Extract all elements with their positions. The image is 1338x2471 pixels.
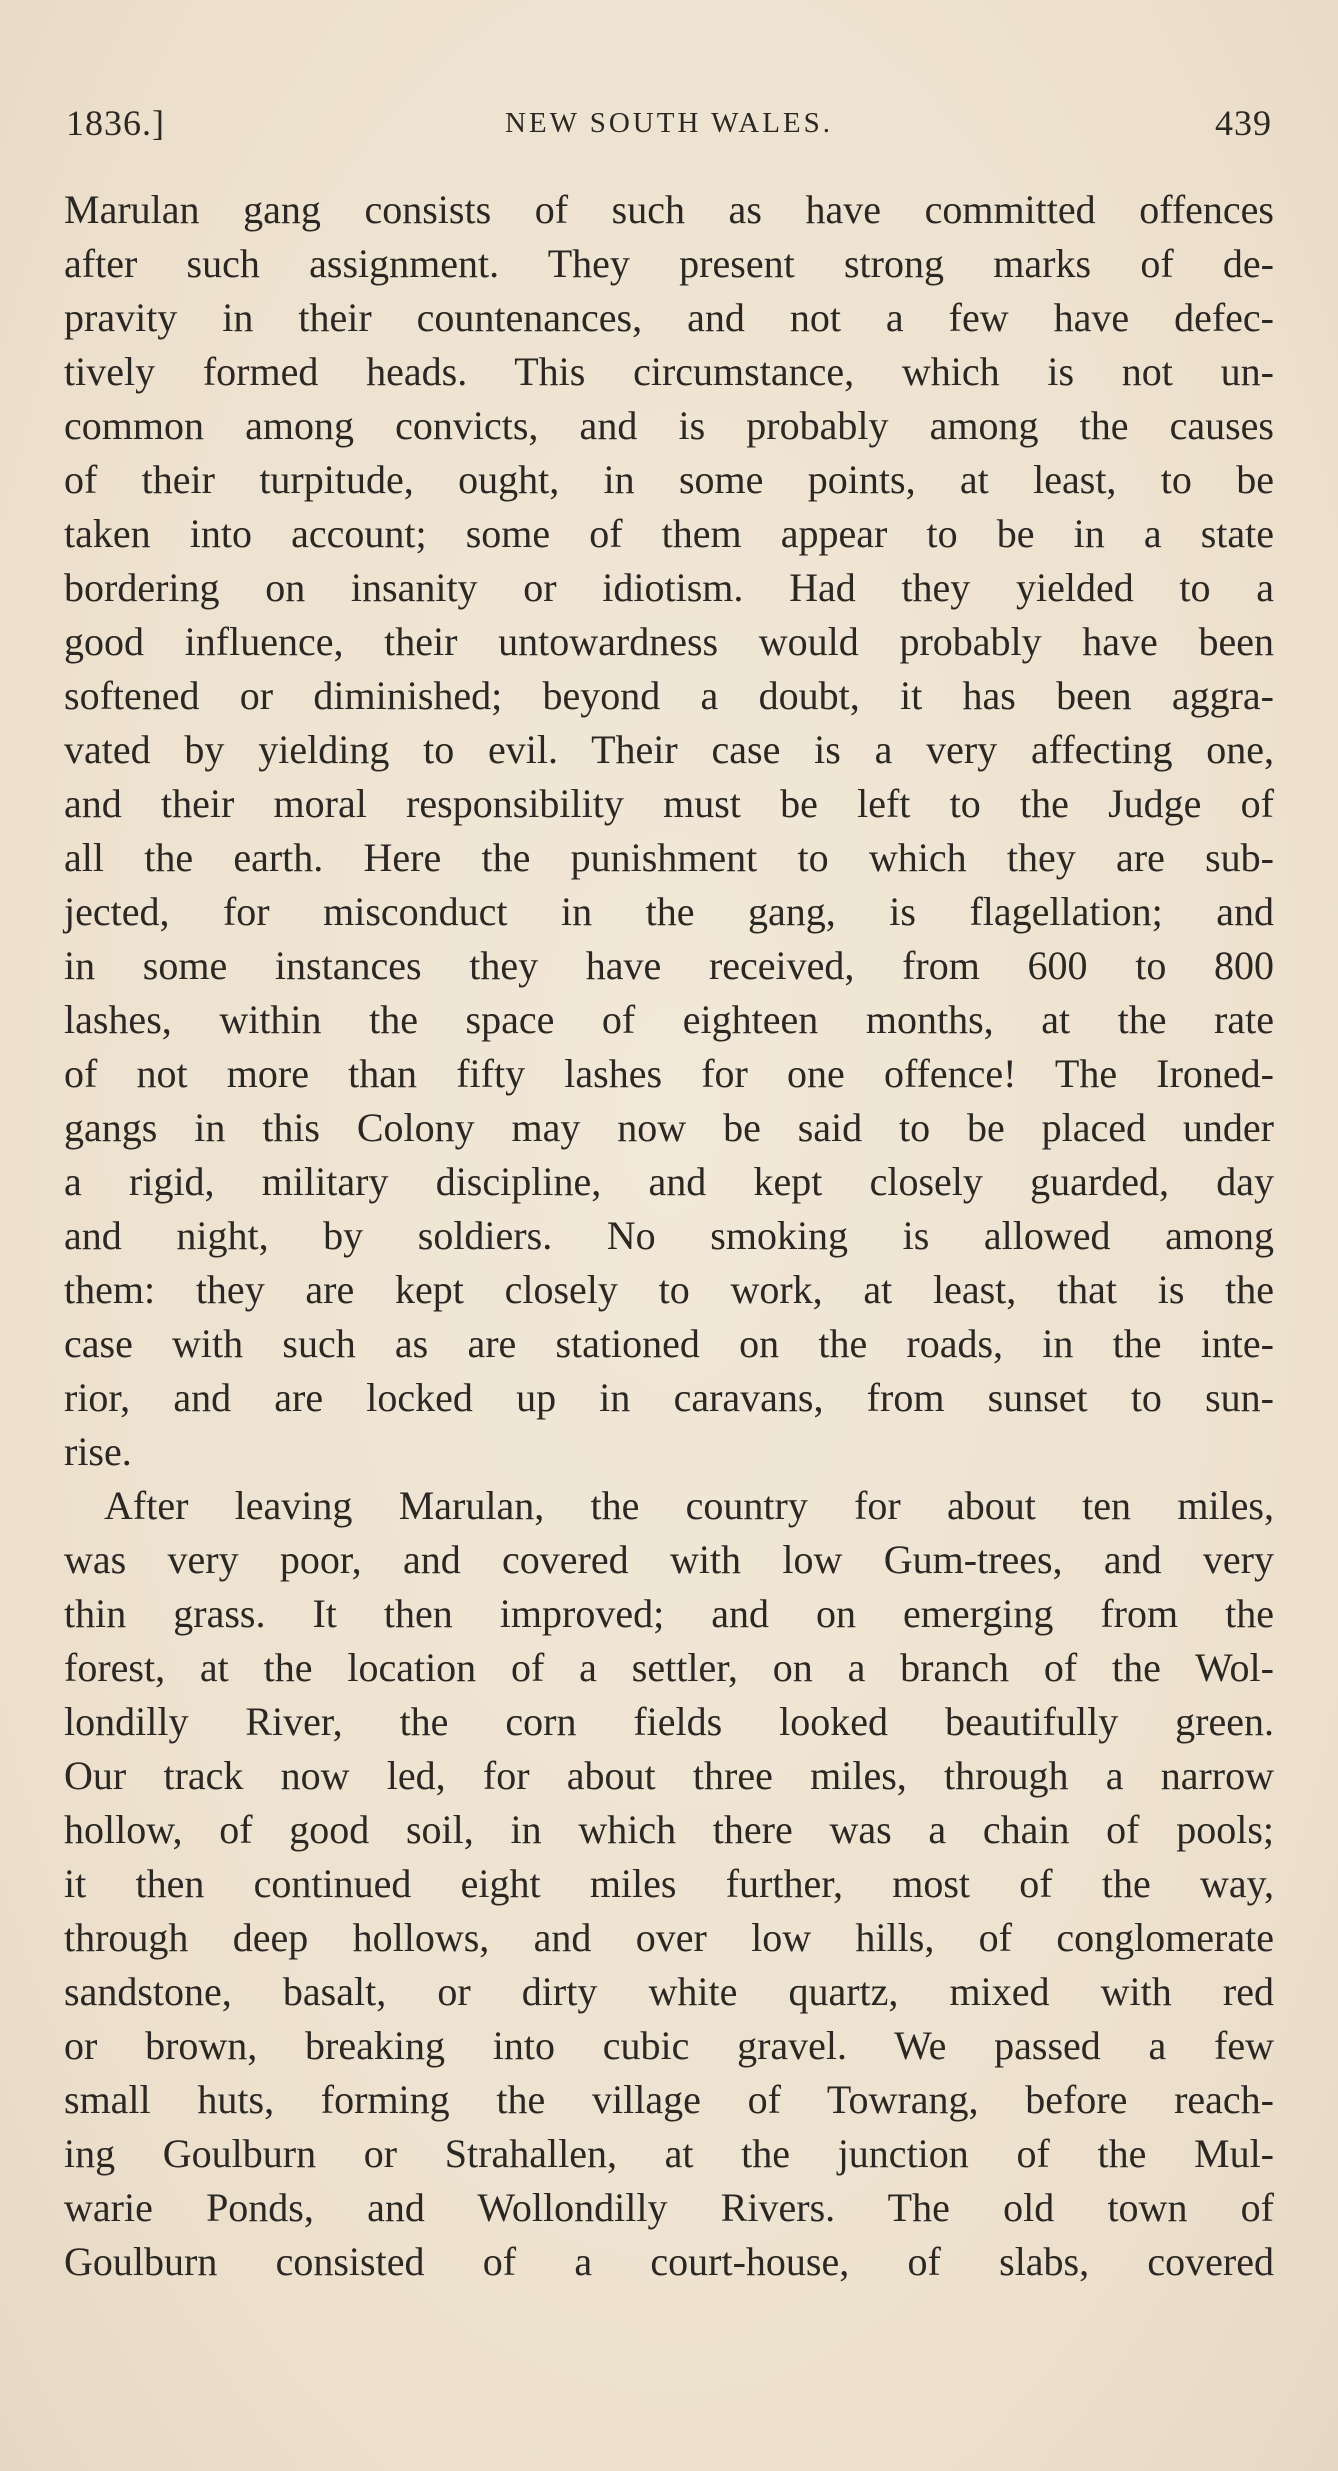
text-line: and their moral responsibility must be left to the Judge of bbox=[64, 781, 1274, 826]
text-line: Marulan gang consists of such as have committed offences bbox=[64, 187, 1274, 232]
text-line: or brown, breaking into cubic gravel. We passed a few bbox=[64, 2023, 1274, 2068]
text-line: case with such as are stationed on the roads, in the inte- bbox=[64, 1321, 1274, 1366]
text-line: taken into account; some of them appear to be in a state bbox=[64, 511, 1274, 556]
text-line: and night, by soldiers. No smoking is allowed among bbox=[64, 1213, 1274, 1258]
text-line: common among convicts, and is probably among the causes bbox=[64, 403, 1274, 448]
running-head-year: 1836.] bbox=[66, 103, 165, 143]
text-line: good influence, their untowardness would probably have been bbox=[64, 619, 1274, 664]
text-line: rior, and are locked up in caravans, from sunset to sun- bbox=[64, 1375, 1274, 1420]
text-line: of not more than fifty lashes for one offence! The Ironed- bbox=[64, 1051, 1274, 1096]
paragraph-first-line: After leaving Marulan, the country for about ten miles, bbox=[104, 1483, 1274, 1528]
running-head-title: NEW SOUTH WALES. bbox=[504, 107, 834, 139]
paragraph-end-line: rise. bbox=[64, 1429, 132, 1474]
text-line: gangs in this Colony may now be said to be placed under bbox=[64, 1105, 1274, 1150]
text-line: softened or diminished; beyond a doubt, it has been aggra- bbox=[64, 673, 1274, 718]
text-line: hollow, of good soil, in which there was a chain of pools; bbox=[64, 1807, 1274, 1852]
text-line: bordering on insanity or idiotism. Had they yielded to a bbox=[64, 565, 1274, 610]
text-line: forest, at the location of a settler, on a branch of the Wol- bbox=[64, 1645, 1274, 1690]
text-line: it then continued eight miles further, most of the way, bbox=[64, 1861, 1274, 1906]
text-line: was very poor, and covered with low Gum-trees, and very bbox=[64, 1537, 1274, 1582]
text-line: after such assignment. They present strong marks of de- bbox=[64, 241, 1274, 286]
text-line: londilly River, the corn fields looked beautifully green. bbox=[64, 1699, 1274, 1744]
text-line: them: they are kept closely to work, at least, that is the bbox=[64, 1267, 1274, 1312]
text-line: ing Goulburn or Strahallen, at the junction of the Mul- bbox=[64, 2131, 1274, 2176]
text-line: lashes, within the space of eighteen months, at the rate bbox=[64, 997, 1274, 1042]
text-line: warie Ponds, and Wollondilly Rivers. The old town of bbox=[64, 2185, 1274, 2230]
page-number: 439 bbox=[1215, 103, 1272, 143]
text-line: a rigid, military discipline, and kept closely guarded, day bbox=[64, 1159, 1274, 1204]
text-line: Goulburn consisted of a court-house, of slabs, covered bbox=[64, 2239, 1274, 2284]
text-line: pravity in their countenances, and not a few have defec- bbox=[64, 295, 1274, 340]
text-line: small huts, forming the village of Towrang, before reach- bbox=[64, 2077, 1274, 2122]
text-line: vated by yielding to evil. Their case is a very affecting one, bbox=[64, 727, 1274, 772]
text-line: through deep hollows, and over low hills, of conglomerate bbox=[64, 1915, 1274, 1960]
text-line: sandstone, basalt, or dirty white quartz, mixed with red bbox=[64, 1969, 1274, 2014]
text-line: all the earth. Here the punishment to which they are sub- bbox=[64, 835, 1274, 880]
text-line: Our track now led, for about three miles, through a narrow bbox=[64, 1753, 1274, 1798]
text-line: of their turpitude, ought, in some points, at least, to be bbox=[64, 457, 1274, 502]
running-head bbox=[66, 98, 1272, 148]
body-text bbox=[64, 183, 1274, 2289]
text-line: tively formed heads. This circumstance, which is not un- bbox=[64, 349, 1274, 394]
text-line: thin grass. It then improved; and on emerging from the bbox=[64, 1591, 1274, 1636]
text-line: jected, for misconduct in the gang, is flagellation; and bbox=[64, 889, 1274, 934]
text-line: in some instances they have received, from 600 to 800 bbox=[64, 943, 1274, 988]
